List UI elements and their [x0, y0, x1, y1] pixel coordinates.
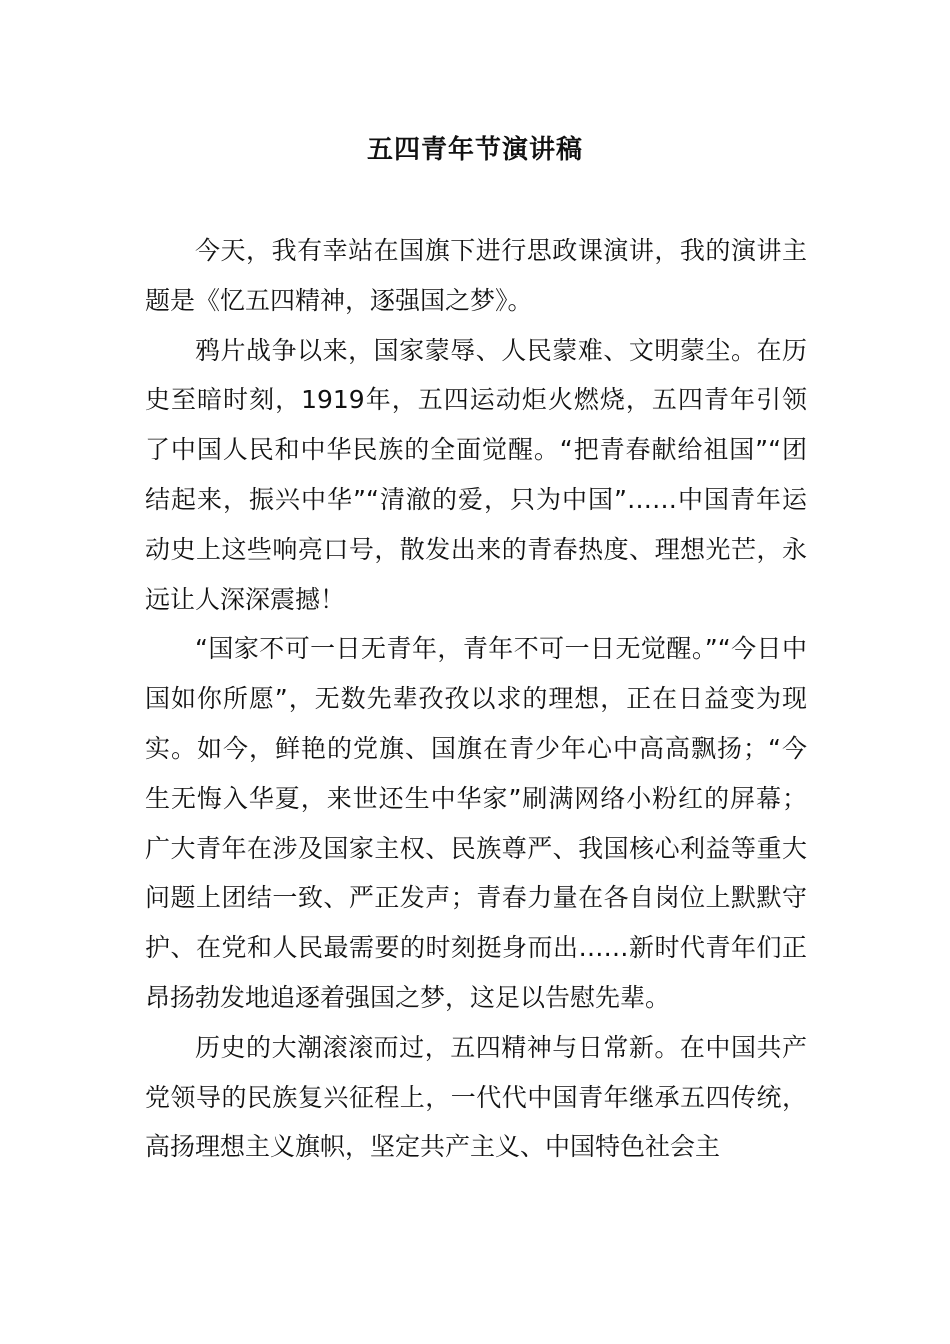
paragraph: “国家不可一日无青年，青年不可一日无觉醒。”“今日中国如你所愿”，无数先辈孜孜以求的理想，正在日益变为现实。如今，鲜艳的党旗、国旗在青少年心中高高飘扬；“今生无悔入华夏，来世还生中华家”刷满网络小粉红的屏幕；广大青年在涉及国家主权、民族尊严、我国核心利益等重大问题上团结一致、严正发声；青春力量在各自岗位上默默守护、在党和人民最需要的时刻挺身而出……新时代青年们正昂扬勃发地追逐着强国之梦，这足以告慰先辈。 — [145, 634, 807, 1012]
paragraph: 鸦片战争以来，国家蒙辱、人民蒙难、文明蒙尘。在历史至暗时刻，1919年，五四运动炬火燃烧，五四青年引领了中国人民和中华民族的全面觉醒。“把青春献给祖国”“团结起来，振兴中华”“清澈的爱，只为中国”……中国青年运动史上这些响亮口号，散发出来的青春热度、理想光芒，永远让人深深震撼！ — [145, 335, 807, 614]
paragraph: 历史的大潮滚滚而过，五四精神与日常新。在中国共产党领导的民族复兴征程上，一代代中国青年继承五四传统，高扬理想主义旗帜，坚定共产主义、中国特色社会主 — [145, 1032, 807, 1162]
document-body — [145, 226, 807, 1172]
paragraph: 今天，我有幸站在国旗下进行思政课演讲，我的演讲主题是《忆五四精神，逐强国之梦》。 — [145, 236, 807, 315]
document-title: 五四青年节演讲稿 — [366, 135, 583, 165]
